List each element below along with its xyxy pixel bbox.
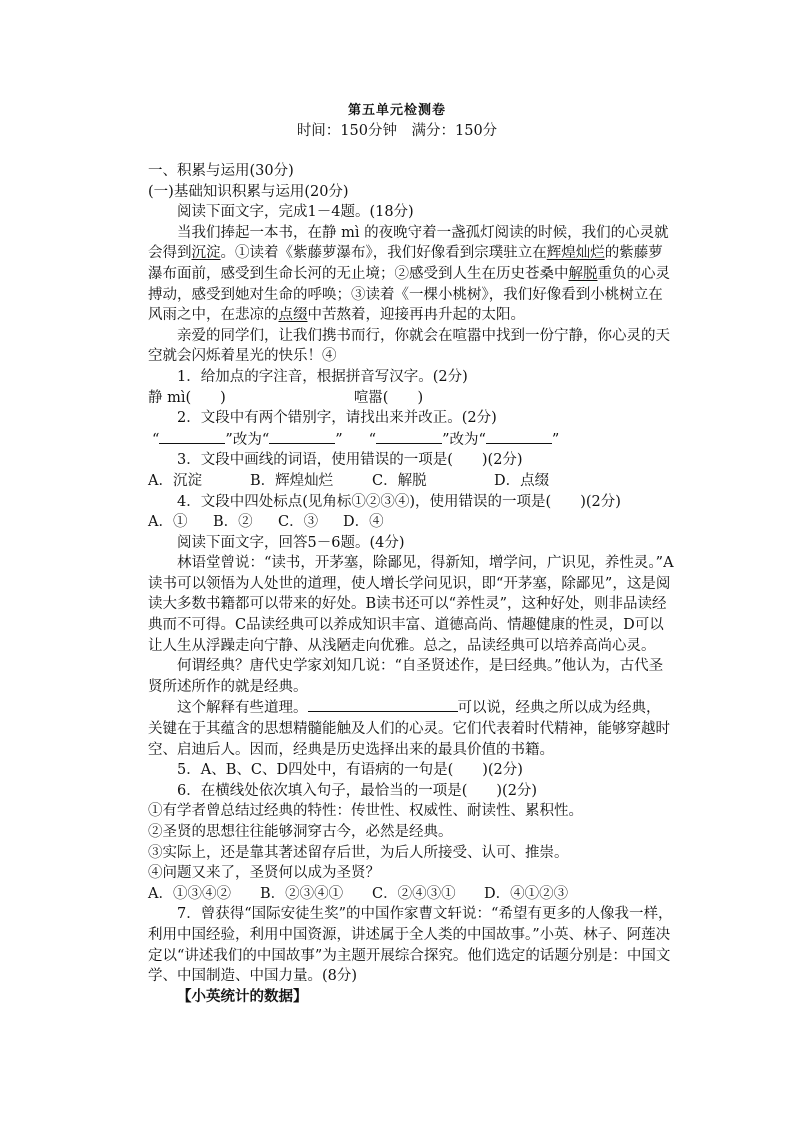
option-d[interactable]: D．点缀 bbox=[494, 472, 550, 489]
option-b[interactable]: B．② bbox=[213, 514, 253, 531]
changed-to-text: ”改为“ bbox=[442, 431, 486, 448]
changed-to-text: ”改为“ bbox=[225, 431, 270, 448]
passage-text: 可以说，经典之所以成为经典，关键在于其蕴含的思想精髓能触及人们的心灵。它们代表着时代精神，能够穿越时空、启迪后人。因而，经典是历史选择出来的最具价值的书籍。 bbox=[148, 700, 670, 758]
question-3: 3．文段中画线的词语，使用错误的一项是( )(2分) bbox=[177, 452, 523, 469]
question-2-blanks bbox=[148, 429, 674, 451]
page-title: 第五单元检测卷 bbox=[347, 103, 446, 118]
question-4: 4．文段中四处标点(见角标①②③④)，使用错误的一项是( )(2分) bbox=[177, 493, 621, 510]
passage2-paragraph-2: 何谓经典？唐代史学家刘知几说：“自圣贤述作，是曰经典。”他认为，古代圣贤所述所作的就是经典。 bbox=[148, 658, 664, 695]
passage-text: 。①读着《紫藤萝瀑布》，我们好像看到宗璞驻立在 bbox=[220, 245, 547, 262]
question-1: 1．给加点的字注音，根据拼音写汉字。(2分) bbox=[177, 368, 468, 385]
instruction-1-4: 阅读下面文字，完成1－4题。(18分) bbox=[177, 204, 414, 221]
option-b[interactable]: B．辉煌灿烂 bbox=[250, 472, 334, 489]
option-b[interactable]: B．②③④① bbox=[260, 885, 344, 902]
question-3-options bbox=[148, 471, 674, 492]
passage-text: 中苦熬着，迎接再冉升起的太阳。 bbox=[307, 307, 525, 324]
data-box-title: 【小英统计的数据】 bbox=[177, 987, 308, 1005]
passage-text: 重负的心灵搏动，感受到她对生命的呼唤；③读着《一棵小桃树》，我们好像看到小桃树立在风雨之中，在悲凉的 bbox=[148, 265, 670, 324]
sentence-1: ①有学者曾总结过经典的特性：传世性、权威性、耐读性、累积性。 bbox=[148, 803, 583, 820]
option-c[interactable]: C．解脱 bbox=[372, 472, 427, 489]
underlined-word: 点缀 bbox=[278, 307, 308, 324]
answer-blank[interactable] bbox=[269, 429, 335, 444]
answer-blank[interactable] bbox=[159, 429, 225, 444]
option-c[interactable]: C．③ bbox=[278, 514, 319, 531]
sentence-3: ③实际上，还是靠其著述留存后世，为后人所接受、认可、推崇。 bbox=[148, 844, 569, 861]
question-6: 6．在横线处依次填入句子，最恰当的一项是( )(2分) bbox=[177, 782, 538, 799]
quote-mark: “ bbox=[152, 431, 160, 448]
answer-blank[interactable] bbox=[486, 429, 552, 444]
q1-left: 静 mì( ) bbox=[148, 389, 226, 406]
option-d[interactable]: D．④①②③ bbox=[484, 885, 569, 902]
passage2-paragraph-1: 林语堂曾说：“读书，开茅塞，除鄙见，得新知，增学问，广识见，养性灵。”A读书可以领悟为人处世的道理，使人增长学问见识，即“开茅塞，除鄙见”，这是阅读大多数书籍都可以带来的好处。B读书还可以“养性灵”，这种好处，则非品读经典而不可得。C品读经典可以养成知识丰富、道德高尚、情趣健康的性灵，D可以让人生从浮躁走向宁静、从浅陋走向优雅。总之，品读经典可以培养高尚心灵。 bbox=[148, 555, 674, 654]
fill-in-blank[interactable] bbox=[308, 697, 458, 712]
question-6-options bbox=[148, 884, 674, 905]
passage2-paragraph-3 bbox=[148, 697, 674, 760]
question-2: 2．文段中有两个错别字，请找出来并改正。(2分) bbox=[177, 410, 497, 427]
underlined-word: 解脱 bbox=[568, 265, 598, 282]
passage-text: 这个解释有些道理。 bbox=[177, 700, 308, 717]
option-d[interactable]: D．④ bbox=[343, 514, 384, 531]
document-body bbox=[148, 161, 674, 1007]
question-1-answers bbox=[148, 388, 674, 409]
option-a[interactable]: A．沉淀 bbox=[148, 472, 202, 489]
underlined-word: 沉淀 bbox=[191, 245, 221, 262]
page-subtitle: 时间：150分钟 满分：150分 bbox=[296, 123, 498, 139]
option-c[interactable]: C．②④③① bbox=[372, 885, 456, 902]
answer-blank[interactable] bbox=[376, 429, 442, 444]
sentence-2: ②圣贤的思想往往能够洞穿古今，必然是经典。 bbox=[148, 824, 453, 840]
passage-text: 的紫藤萝瀑布面前，感受到生命长河的无止境；②感受到人生在历史苍桑中 bbox=[148, 245, 663, 282]
option-a[interactable]: A．①③④② bbox=[148, 885, 231, 902]
passage-paragraph-2: 亲爱的同学们，让我们携书而行，你就会在喧嚣中找到一份宁静，你心灵的天空就会闪烁着星光的快乐！④ bbox=[148, 327, 670, 365]
q1-right: 喧嚣( ) bbox=[353, 389, 424, 406]
sentence-4: ④问题又来了，圣贤何以成为圣贤？ bbox=[148, 865, 380, 882]
quote-mark: ” bbox=[551, 431, 560, 448]
passage-paragraph-1 bbox=[148, 223, 674, 326]
option-a[interactable]: A．① bbox=[148, 514, 188, 531]
underlined-word: 辉煌灿烂 bbox=[546, 245, 605, 262]
instruction-5-6: 阅读下面文字，回答5－6题。(4分) bbox=[177, 534, 405, 551]
quote-mark: ” bbox=[335, 431, 343, 448]
sub-heading: (一)基础知识积累与运用(20分) bbox=[148, 183, 349, 200]
quote-mark: “ bbox=[368, 431, 377, 448]
question-7: 7．曾获得“国际安徒生奖”的中国作家曹文轩说：“希望有更多的人像我一样，利用中国经验，利用中国资源，讲述属于全人类的中国故事。”小英、林子、阿莲决定以“讲述我们的中国故事”为主题开展综合探究。他们选定的话题分别是：中国文学、中国制造、中国力量。(8分) bbox=[148, 906, 673, 985]
section-heading: 一、积累与运用(30分) bbox=[148, 163, 294, 179]
question-4-options bbox=[148, 512, 674, 533]
question-5: 5．A、B、C、D四处中，有语病的一句是( )(2分) bbox=[177, 762, 523, 779]
passage-text: 当我们捧起一本书，在静 mì 的夜晚守着一盏孤灯阅读的时候，我们的心灵就会得到 bbox=[148, 224, 669, 262]
